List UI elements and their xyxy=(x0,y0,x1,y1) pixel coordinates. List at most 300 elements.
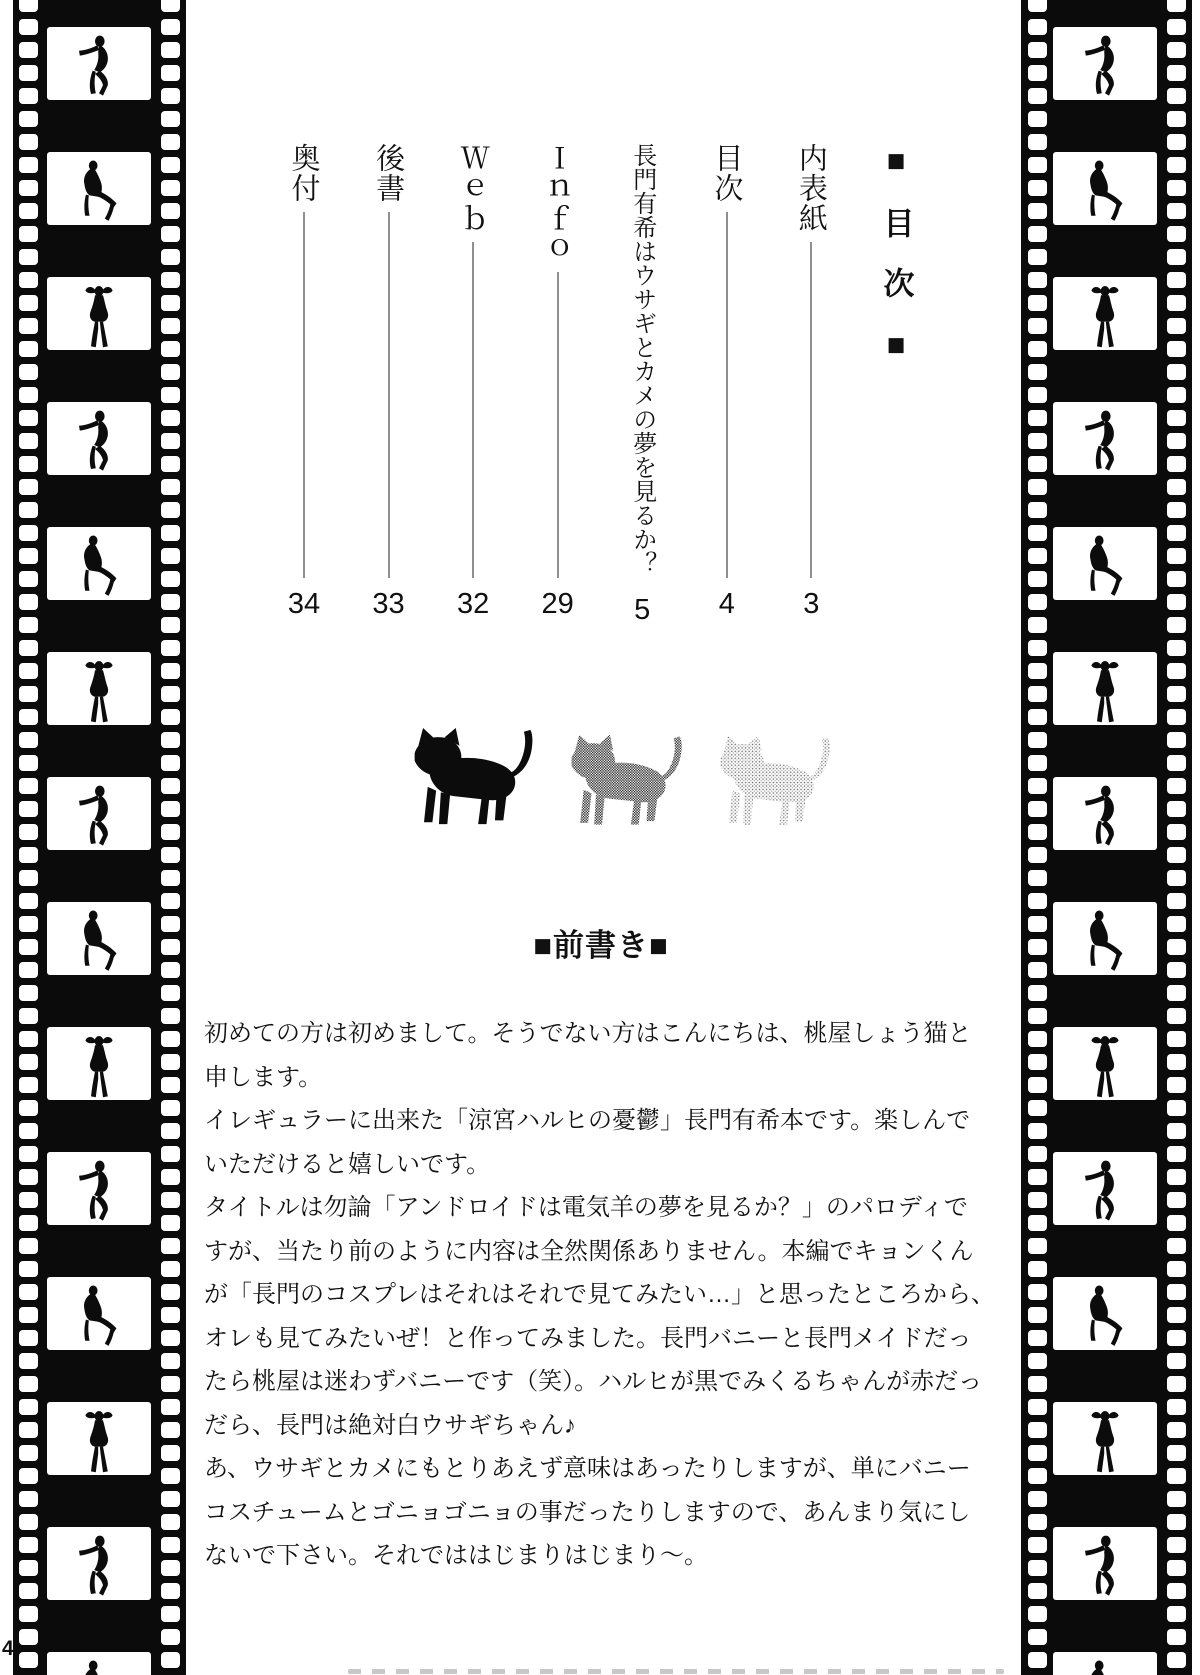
sprocket-hole xyxy=(161,88,180,104)
sprocket-hole xyxy=(1167,1514,1186,1530)
sprocket-hole xyxy=(1167,893,1186,909)
sprocket-hole xyxy=(161,157,180,173)
film-frame xyxy=(47,1277,151,1350)
dancer-crouch-icon xyxy=(1079,1659,1131,1675)
toc-leader-line xyxy=(303,212,305,578)
sprocket-hole xyxy=(1167,157,1186,173)
film-strip-left xyxy=(13,0,186,1675)
sprocket-hole xyxy=(1167,479,1186,495)
sprocket-hole xyxy=(1028,1330,1047,1346)
dancer-lean-icon xyxy=(73,34,125,98)
sprocket-hole xyxy=(1167,1307,1186,1323)
sprocket-hole xyxy=(19,732,38,748)
sprocket-hole xyxy=(1167,134,1186,150)
sprocket-hole xyxy=(1167,341,1186,357)
toc-entry-page-number: 4 xyxy=(718,588,735,620)
sprocket-hole xyxy=(19,0,38,12)
dancer-lean-icon xyxy=(1079,1534,1131,1598)
dancer-lean-icon xyxy=(1079,784,1131,848)
sprocket-hole xyxy=(19,249,38,265)
sprocket-hole xyxy=(19,709,38,725)
sprocket-hole xyxy=(1028,341,1047,357)
sprocket-hole xyxy=(19,272,38,288)
sprocket-hole xyxy=(1167,295,1186,311)
sprocket-hole xyxy=(1028,1376,1047,1392)
toc-entry-page-number: 29 xyxy=(541,588,574,620)
sprocket-hole xyxy=(1028,548,1047,564)
sprocket-hole xyxy=(1028,157,1047,173)
sprocket-hole xyxy=(19,134,38,150)
sprocket-hole xyxy=(19,111,38,127)
sprocket-hole xyxy=(161,985,180,1001)
sprocket-hole xyxy=(1028,19,1047,35)
sprocket-hole xyxy=(1028,962,1047,978)
sprocket-hole xyxy=(1167,686,1186,702)
toc-entry-page-number: 32 xyxy=(456,588,490,620)
sprocket-hole xyxy=(161,456,180,472)
sprocket-hole xyxy=(1028,939,1047,955)
sprocket-hole xyxy=(161,1629,180,1645)
toc-entry-page-number: 3 xyxy=(803,588,820,620)
sprocket-hole xyxy=(19,893,38,909)
sprocket-hole xyxy=(161,686,180,702)
sprocket-hole xyxy=(1028,272,1047,288)
sprocket-hole xyxy=(19,778,38,794)
sprocket-hole xyxy=(1167,88,1186,104)
dancer-lean-icon xyxy=(1079,1159,1131,1223)
sprocket-hole xyxy=(1167,203,1186,219)
sprocket-hole xyxy=(1167,456,1186,472)
sprocket-hole xyxy=(1028,1537,1047,1553)
toc-leader-line xyxy=(388,212,390,578)
sprocket-hole xyxy=(161,916,180,932)
film-frame xyxy=(47,902,151,975)
sprocket-hole xyxy=(1028,1008,1047,1024)
dancer-lean-icon xyxy=(1079,34,1131,98)
sprocket-hole xyxy=(19,663,38,679)
film-frame xyxy=(1053,277,1157,350)
sprocket-hole xyxy=(19,1238,38,1254)
foreword-text-line: イレギュラーに出来た「涼宮ハルヒの憂鬱」長門有希本です。楽しんで xyxy=(204,1107,971,1134)
sprocket-hole xyxy=(19,1077,38,1093)
sprocket-hole xyxy=(161,1468,180,1484)
foreword-text-line: たら桃屋は迷わずバニーです（笑）。ハルヒが黒でみくるちゃんが赤だっ xyxy=(204,1368,983,1395)
sprocket-hole xyxy=(161,1606,180,1622)
sprocket-hole xyxy=(19,1123,38,1139)
sprocket-hole xyxy=(19,686,38,702)
sprocket-hole xyxy=(1167,939,1186,955)
dancer-crouch-icon xyxy=(1079,1284,1131,1348)
sprocket-hole xyxy=(1028,1353,1047,1369)
sprocket-hole xyxy=(161,249,180,265)
sprocket-hole xyxy=(19,1031,38,1047)
sprocket-hole xyxy=(1167,1422,1186,1438)
sprocket-hole xyxy=(1167,1100,1186,1116)
sprocket-hole xyxy=(1028,663,1047,679)
sprocket-hole xyxy=(161,870,180,886)
sprocket-hole xyxy=(161,1008,180,1024)
film-strip-right xyxy=(1021,0,1192,1675)
sprocket-hole xyxy=(161,1307,180,1323)
sprocket-hole xyxy=(161,525,180,541)
toc-leader-line xyxy=(557,272,559,578)
sprocket-hole xyxy=(19,433,38,449)
sprocket-hole xyxy=(19,364,38,380)
sprocket-hole xyxy=(161,1100,180,1116)
dancer-crouch-icon xyxy=(73,159,125,223)
sprocket-hole xyxy=(161,1560,180,1576)
sprocket-hole xyxy=(1167,19,1186,35)
sprocket-hole xyxy=(1167,732,1186,748)
foreword-text-line: あ、ウサギとカメにもとりあえず意味はあったりしますが、単にバニー xyxy=(204,1455,971,1482)
sprocket-hole xyxy=(1167,916,1186,932)
sprocket-hole xyxy=(19,1514,38,1530)
foreword-text-line: オレも見てみたいぜ！と作ってみました。長門バニーと長門メイドだっ xyxy=(204,1324,972,1352)
sprocket-hole xyxy=(1028,1054,1047,1070)
sprocket-hole xyxy=(1028,1422,1047,1438)
sprocket-hole xyxy=(1167,617,1186,633)
sprocket-hole xyxy=(1028,893,1047,909)
sprocket-hole xyxy=(1028,502,1047,518)
film-frame xyxy=(1053,777,1157,850)
sprocket-hole xyxy=(161,1399,180,1415)
sprocket-hole xyxy=(1167,1652,1186,1668)
sprocket-hole xyxy=(19,1284,38,1300)
sprocket-hole xyxy=(1028,410,1047,426)
toc-entry-label: 内表紙 xyxy=(794,143,827,233)
sprocket-hole xyxy=(161,1376,180,1392)
sprocket-hole xyxy=(1028,1491,1047,1507)
sprocket-hole xyxy=(19,985,38,1001)
sprocket-hole xyxy=(1028,203,1047,219)
sprocket-hole xyxy=(19,617,38,633)
sprocket-hole xyxy=(19,939,38,955)
sprocket-hole xyxy=(161,893,180,909)
sprocket-hole xyxy=(1028,226,1047,242)
sprocket-hole xyxy=(19,1468,38,1484)
sprocket-hole xyxy=(19,1560,38,1576)
film-frame xyxy=(47,1152,151,1225)
dancer-crouch-icon xyxy=(1079,159,1131,223)
sprocket-hole xyxy=(1028,1261,1047,1277)
sprocket-hole xyxy=(1167,0,1186,12)
sprocket-hole xyxy=(19,19,38,35)
sprocket-hole xyxy=(161,1491,180,1507)
sprocket-hole xyxy=(1167,1353,1186,1369)
sprocket-hole xyxy=(19,1307,38,1323)
film-frame xyxy=(47,1027,151,1100)
sprocket-hole xyxy=(19,916,38,932)
sprocket-hole xyxy=(161,548,180,564)
sprocket-hole xyxy=(161,341,180,357)
sprocket-hole xyxy=(161,134,180,150)
sprocket-hole xyxy=(1028,1192,1047,1208)
foreword-text-line: すが、当たり前のように内容は全然関係ありません。本編でキョンくん xyxy=(204,1237,974,1265)
sprocket-hole xyxy=(19,1422,38,1438)
sprocket-hole xyxy=(161,111,180,127)
film-frame xyxy=(47,652,151,725)
sprocket-hole xyxy=(1167,663,1186,679)
film-frame xyxy=(1053,1402,1157,1475)
sprocket-hole xyxy=(19,571,38,587)
sprocket-hole xyxy=(161,778,180,794)
sprocket-hole xyxy=(1167,870,1186,886)
sprocket-hole xyxy=(1028,985,1047,1001)
sprocket-hole xyxy=(19,1330,38,1346)
sprocket-hole xyxy=(1028,1468,1047,1484)
toc-leader-line xyxy=(472,242,474,578)
sprocket-hole xyxy=(1028,1514,1047,1530)
sprocket-hole xyxy=(1028,686,1047,702)
sprocket-hole xyxy=(1028,1100,1047,1116)
sprocket-hole xyxy=(19,640,38,656)
sprocket-hole xyxy=(19,203,38,219)
dancer-stand-icon xyxy=(1079,1409,1131,1473)
sprocket-hole xyxy=(161,1422,180,1438)
sprocket-hole xyxy=(161,1169,180,1185)
sprocket-hole xyxy=(1167,111,1186,127)
sprocket-hole xyxy=(161,387,180,403)
foreword-text-line: が「長門のコスプレはそれはそれで見てみたい…」と思ったところから、 xyxy=(204,1281,996,1308)
dancer-lean-icon xyxy=(73,1534,125,1598)
cut-off-text-artifact xyxy=(348,1669,1004,1674)
sprocket-hole xyxy=(19,755,38,771)
sprocket-hole xyxy=(1167,1031,1186,1047)
sprocket-hole xyxy=(19,1399,38,1415)
sprocket-hole xyxy=(1028,1606,1047,1622)
sprocket-hole xyxy=(19,1445,38,1461)
sprocket-hole xyxy=(19,502,38,518)
sprocket-hole xyxy=(1167,1238,1186,1254)
sprocket-hole xyxy=(1167,1261,1186,1277)
sprocket-hole xyxy=(1167,1445,1186,1461)
sprocket-hole xyxy=(161,203,180,219)
sprocket-hole xyxy=(1167,410,1186,426)
sprocket-hole xyxy=(1028,1123,1047,1139)
sprocket-hole xyxy=(161,1215,180,1231)
sprocket-hole xyxy=(1167,1583,1186,1599)
sprocket-hole xyxy=(19,870,38,886)
dancer-stand-icon xyxy=(1079,284,1131,348)
sprocket-hole xyxy=(161,433,180,449)
foreword-text-line: だら、長門は絶対白ウサギちゃん♪ xyxy=(204,1411,576,1439)
sprocket-hole xyxy=(1028,824,1047,840)
sprocket-hole xyxy=(19,847,38,863)
sprocket-hole xyxy=(1167,180,1186,196)
sprocket-hole xyxy=(1028,571,1047,587)
foreword-text-line: タイトルは勿論「アンドロイドは電気羊の夢を見るか？」のパロディで xyxy=(204,1194,968,1221)
sprocket-hole xyxy=(19,1008,38,1024)
sprocket-hole xyxy=(1167,778,1186,794)
sprocket-hole xyxy=(1028,1215,1047,1231)
dancer-crouch-icon xyxy=(73,534,125,598)
sprocket-hole xyxy=(1167,1215,1186,1231)
dancer-lean-icon xyxy=(73,784,125,848)
sprocket-hole xyxy=(161,1146,180,1162)
sprocket-hole xyxy=(161,1284,180,1300)
toc-leader-line xyxy=(726,212,728,578)
sprocket-hole xyxy=(161,847,180,863)
sprocket-hole xyxy=(161,801,180,817)
sprocket-hole xyxy=(1028,1077,1047,1093)
toc-entry-label: 後書 xyxy=(372,143,405,203)
sprocket-hole xyxy=(161,1031,180,1047)
sprocket-hole xyxy=(19,1215,38,1231)
sprocket-hole xyxy=(19,801,38,817)
sprocket-hole xyxy=(1167,709,1186,725)
dancer-stand-icon xyxy=(73,1409,125,1473)
sprocket-hole xyxy=(161,755,180,771)
film-frame xyxy=(1053,402,1157,475)
sprocket-hole xyxy=(1028,65,1047,81)
sprocket-hole xyxy=(161,0,180,12)
sprocket-hole xyxy=(19,42,38,58)
sprocket-hole xyxy=(1028,709,1047,725)
sprocket-hole xyxy=(1028,364,1047,380)
sprocket-hole xyxy=(1167,272,1186,288)
sprocket-hole xyxy=(161,1192,180,1208)
sprocket-hole xyxy=(1028,479,1047,495)
film-frame xyxy=(47,27,151,100)
sprocket-hole xyxy=(1167,985,1186,1001)
sprocket-hole xyxy=(1167,1169,1186,1185)
sprocket-hole xyxy=(1028,1560,1047,1576)
sprocket-hole xyxy=(1028,1307,1047,1323)
sprocket-hole xyxy=(1167,1376,1186,1392)
table-of-contents xyxy=(285,143,915,626)
sprocket-hole xyxy=(19,318,38,334)
sprocket-hole xyxy=(19,1652,38,1668)
sprocket-hole xyxy=(1028,1399,1047,1415)
film-frame xyxy=(1053,27,1157,100)
sprocket-hole xyxy=(161,962,180,978)
film-frame xyxy=(1053,152,1157,225)
foreword-text-line: コスチュームとゴニョゴニョの事だったりしますので、あんまり気にし xyxy=(204,1498,971,1526)
film-frame xyxy=(47,1402,151,1475)
dancer-stand-icon xyxy=(1079,659,1131,723)
dancer-stand-icon xyxy=(73,1034,125,1098)
sprocket-hole xyxy=(1028,594,1047,610)
sprocket-hole xyxy=(161,640,180,656)
foreword-text-line: ないで下さい。それでははじまりはじまり～。 xyxy=(204,1542,708,1569)
film-frame xyxy=(1053,1027,1157,1100)
sprocket-hole xyxy=(1167,1629,1186,1645)
film-frame xyxy=(1053,1527,1157,1600)
dancer-crouch-icon xyxy=(1079,534,1131,598)
sprocket-hole xyxy=(1028,295,1047,311)
dancer-stand-icon xyxy=(73,284,125,348)
cat-silhouettes xyxy=(396,722,833,830)
sprocket-hole xyxy=(1028,134,1047,150)
sprocket-hole xyxy=(1028,755,1047,771)
dancer-crouch-icon xyxy=(1079,909,1131,973)
sprocket-hole xyxy=(161,410,180,426)
sprocket-hole xyxy=(19,548,38,564)
dancer-crouch-icon xyxy=(73,1659,125,1675)
sprocket-hole xyxy=(161,1330,180,1346)
sprocket-hole xyxy=(1028,249,1047,265)
page-number: 4 xyxy=(2,1637,14,1660)
film-frame xyxy=(47,1527,151,1600)
dancer-crouch-icon xyxy=(73,909,125,973)
foreword-text xyxy=(204,1012,1004,1578)
sprocket-hole xyxy=(1028,778,1047,794)
toc-entry xyxy=(454,143,492,620)
sprocket-hole xyxy=(19,88,38,104)
sprocket-hole xyxy=(1028,1031,1047,1047)
foreword-text-line: 申します。 xyxy=(204,1063,323,1091)
sprocket-hole xyxy=(19,65,38,81)
sprocket-hole xyxy=(1028,1629,1047,1645)
sprocket-hole xyxy=(1028,433,1047,449)
sprocket-hole xyxy=(161,709,180,725)
film-frame xyxy=(47,152,151,225)
sprocket-hole xyxy=(1167,249,1186,265)
sprocket-hole xyxy=(19,341,38,357)
sprocket-hole xyxy=(161,1445,180,1461)
toc-entry xyxy=(623,143,661,626)
toc-entry-label: Ｗｅｂ xyxy=(456,143,489,233)
sprocket-hole xyxy=(19,1192,38,1208)
sprocket-hole xyxy=(1167,42,1186,58)
sprocket-hole xyxy=(1028,1238,1047,1254)
sprocket-hole xyxy=(161,1583,180,1599)
sprocket-hole xyxy=(19,1169,38,1185)
sprocket-hole xyxy=(1167,548,1186,564)
sprocket-hole xyxy=(1028,1652,1047,1668)
sprocket-hole xyxy=(19,824,38,840)
sprocket-hole xyxy=(1167,502,1186,518)
foreword-text-line: 初めての方は初めまして。そうでない方はこんにちは、桃屋しょう猫と xyxy=(204,1020,972,1047)
sprocket-hole xyxy=(1028,1284,1047,1300)
sprocket-hole xyxy=(19,1146,38,1162)
sprocket-hole xyxy=(161,42,180,58)
sprocket-hole xyxy=(1167,1468,1186,1484)
sprocket-hole xyxy=(1167,1537,1186,1553)
sprocket-hole xyxy=(1167,824,1186,840)
sprocket-hole xyxy=(1167,755,1186,771)
sprocket-hole xyxy=(1028,801,1047,817)
sprocket-hole xyxy=(1028,111,1047,127)
cat-icon xyxy=(396,725,536,830)
sprocket-hole xyxy=(19,157,38,173)
sprocket-hole xyxy=(1167,801,1186,817)
sprocket-hole xyxy=(1167,1399,1186,1415)
sprocket-hole xyxy=(1167,525,1186,541)
film-frame xyxy=(1053,902,1157,975)
sprocket-hole xyxy=(161,939,180,955)
film-frame xyxy=(1053,1277,1157,1350)
sprocket-hole xyxy=(19,1629,38,1645)
toc-entry-page-number: 33 xyxy=(372,588,405,620)
sprocket-hole xyxy=(1028,1445,1047,1461)
sprocket-hole xyxy=(19,1606,38,1622)
dancer-lean-icon xyxy=(73,409,125,473)
sprocket-hole xyxy=(1028,525,1047,541)
sprocket-hole xyxy=(19,1583,38,1599)
sprocket-hole xyxy=(161,1077,180,1093)
toc-header-column xyxy=(877,143,915,620)
sprocket-hole xyxy=(161,180,180,196)
cat-icon xyxy=(554,732,685,830)
sprocket-hole xyxy=(161,1261,180,1277)
sprocket-hole xyxy=(1167,1330,1186,1346)
sprocket-hole xyxy=(1028,180,1047,196)
sprocket-hole xyxy=(161,19,180,35)
toc-entry xyxy=(370,143,408,620)
sprocket-hole xyxy=(161,272,180,288)
sprocket-hole xyxy=(161,1353,180,1369)
